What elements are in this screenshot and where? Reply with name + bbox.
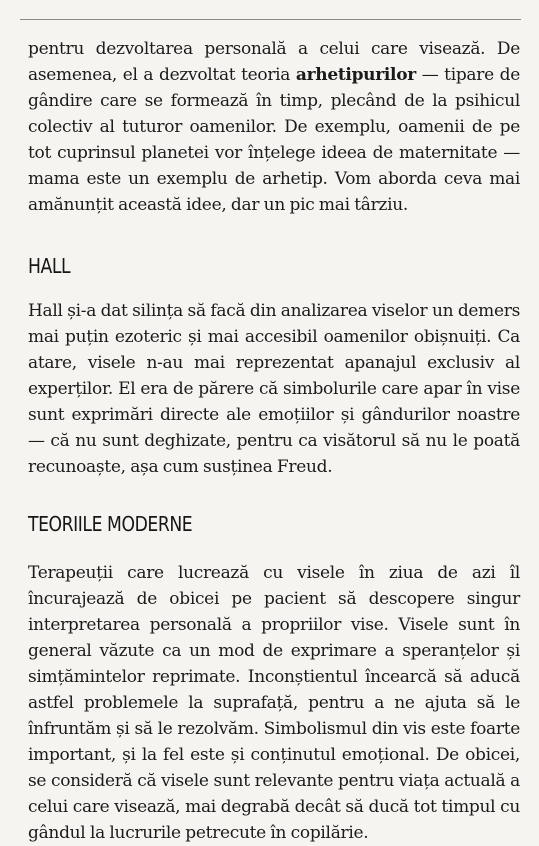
top-rule — [20, 19, 521, 20]
paragraph-teoriile-moderne: Terapeuții care lucrează cu visele în ziua de azi îl încurajează de obicei pe pacient să descopere singur interpretarea personală a propriilor vise. Visele sunt în general văzute ca un mod de exprimare a speranțelor și simțămintelor reprimate. Inconștientul încearcă să aducă astfel problemele la suprafață, pentru a ne ajuta să le înfruntăm și să le rezolvăm. Simbolismul din vis este foarte important, și la fel este și conținutul emoțional. De obicei, se consideră că visele sunt relevante pentru viața actuală a celui care visează, mai degrabă decât să ducă tot timpul cu gândul la lucrurile petrecute în copilărie. — [28, 563, 520, 843]
paragraph-text-end: — tipare de gândire care se formează în timp, plecând de la psihicul colectiv al tuturor oamenilor. De exemplu, oamenii de pe tot cuprinsul planetei vor înțelege ideea de maternitate — mama este un exemplu de arhetip. Vom aborda ceva mai amănunțit această idee, dar un pic mai târziu. — [28, 65, 520, 215]
section-heading-hall: HALL — [28, 254, 71, 278]
bold-term-arhetipurilor: arhetipurilor — [295, 65, 416, 85]
paragraph-hall: Hall și-a dat silința să facă din analizarea viselor un demers mai puțin ezoteric și mai accesibil oamenilor obișnuiți. Ca atare, visele n-au mai reprezentat apanajul exclusiv al experților. El era de părere că simbolurile care apar în vise sunt exprimări directe ale emoțiilor și gândurilor noastre — că nu sunt deghizate, pentru ca visătorul să nu le poată recunoaște, așa cum susținea Freud. — [28, 301, 520, 477]
paragraph-arhetipuri — [28, 36, 520, 218]
paragraph-text-start: pentru dezvoltarea personală a celui care visează. De asemenea, el a dezvoltat teoria — [28, 39, 520, 85]
section-heading-teoriile-moderne: TEORIILE MODERNE — [28, 512, 193, 536]
